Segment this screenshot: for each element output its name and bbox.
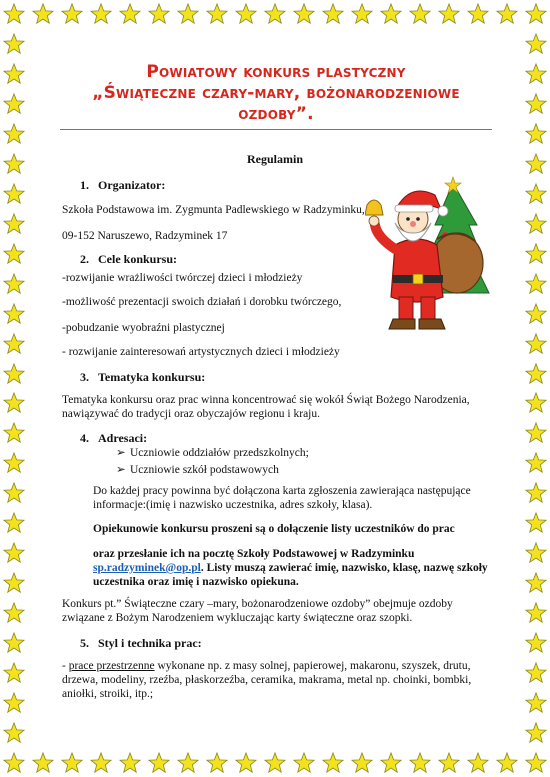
border-star-icon — [3, 692, 25, 714]
addressee-item: ➢ Uczniowie oddziałów przedszkolnych; — [116, 447, 309, 459]
border-star-icon — [177, 752, 199, 774]
border-star-icon — [293, 3, 315, 25]
border-star-icon — [3, 572, 25, 594]
border-star-icon — [32, 752, 54, 774]
theme-line-2: nawiązywać do tradycji oraz obyczajów regionu i kraju. — [62, 408, 321, 420]
border-star-icon — [264, 3, 286, 25]
organizer-line-2: 09-152 Naruszewo, Radzyminek 17 — [62, 230, 228, 242]
border-star-icon — [525, 123, 547, 145]
border-star-icon — [3, 392, 25, 414]
border-star-icon — [3, 213, 25, 235]
border-star-icon — [467, 3, 489, 25]
border-star-icon — [3, 632, 25, 654]
goal-item: -pobudzanie wyobraźni plastycznej — [62, 322, 225, 334]
border-star-icon — [525, 273, 547, 295]
border-star-icon — [148, 3, 170, 25]
border-star-icon — [525, 93, 547, 115]
document-page — [60, 62, 492, 130]
goal-item: -możliwość prezentacji swoich działań i dorobku twórczego, — [62, 296, 342, 308]
border-star-icon — [206, 3, 228, 25]
santa-illustration — [365, 175, 495, 340]
guardians-line-3: sp.radzyminek@op.pl. Listy muszą zawierać imię, nazwisko, klasę, nazwę szkoły — [93, 562, 488, 574]
guardians-line-4: uczestnika oraz imię i nazwisko opiekuna. — [93, 576, 299, 588]
border-star-icon — [293, 752, 315, 774]
title-line-2: „Świąteczne czary-mary, bożonarodzeniowe — [92, 83, 460, 103]
border-star-icon — [3, 273, 25, 295]
border-star-icon — [525, 692, 547, 714]
organizer-line-1: Szkoła Podstawowa im. Zygmunta Padlewskiego w Radzyminku, — [62, 204, 365, 216]
border-star-icon — [525, 63, 547, 85]
border-star-icon — [525, 392, 547, 414]
border-star-icon — [525, 243, 547, 265]
border-star-icon — [525, 452, 547, 474]
border-star-icon — [61, 752, 83, 774]
border-star-icon — [264, 752, 286, 774]
border-star-icon — [3, 93, 25, 115]
border-star-icon — [90, 3, 112, 25]
border-star-icon — [32, 3, 54, 25]
border-star-icon — [3, 243, 25, 265]
goal-item: - rozwijanie zainteresowań artystycznych dzieci i młodzieży — [62, 346, 340, 358]
section-1-heading: 1. Organizator: — [80, 178, 166, 192]
border-star-icon — [496, 3, 518, 25]
title-divider — [60, 129, 492, 130]
border-star-icon — [380, 3, 402, 25]
border-star-icon — [525, 213, 547, 235]
border-star-icon — [3, 752, 25, 774]
border-star-icon — [525, 572, 547, 594]
form-info-line-2: informacje:(imię i nazwisko uczestnika, adres szkoły, klasa). — [93, 499, 373, 511]
guardians-line-1: Opiekunowie konkursu proszeni są o dołączenie listy uczestników do prac — [93, 523, 455, 535]
border-star-icon — [3, 542, 25, 564]
border-star-icon — [525, 303, 547, 325]
border-star-icon — [525, 422, 547, 444]
border-star-icon — [3, 33, 25, 55]
border-star-icon — [409, 3, 431, 25]
border-star-icon — [525, 512, 547, 534]
border-star-icon — [322, 752, 344, 774]
title-line-1: Powiatowy konkurs plastyczny — [146, 62, 406, 82]
section-4-heading: 4. Adresaci: — [80, 431, 148, 445]
technique-line-2: drzewa, modeliny, rzeźba, płaskorzeźba, ceramika, makrama, metal np. choinki, bombki, — [62, 674, 472, 686]
goal-item: -rozwijanie wrażliwości twórczej dzieci i młodzieży — [62, 272, 303, 284]
border-star-icon — [525, 722, 547, 744]
border-star-icon — [525, 3, 547, 25]
contest-scope-line-2: związane z Bożym Narodzeniem wykluczając karty świąteczne oraz szopki. — [62, 612, 413, 624]
border-star-icon — [235, 3, 257, 25]
border-star-icon — [409, 752, 431, 774]
border-star-icon — [3, 452, 25, 474]
border-star-icon — [61, 3, 83, 25]
border-star-icon — [235, 752, 257, 774]
guardians-line-2: oraz przesłanie ich na pocztę Szkoły Podstawowej w Radzyminku — [93, 548, 415, 560]
border-star-icon — [525, 542, 547, 564]
border-star-icon — [525, 183, 547, 205]
border-star-icon — [3, 512, 25, 534]
border-star-icon — [525, 662, 547, 684]
title-line-3: ozdoby”. — [238, 104, 314, 124]
border-star-icon — [3, 662, 25, 684]
border-star-icon — [525, 602, 547, 624]
border-star-icon — [3, 63, 25, 85]
border-star-icon — [351, 3, 373, 25]
border-star-icon — [3, 123, 25, 145]
border-star-icon — [496, 752, 518, 774]
border-star-icon — [119, 752, 141, 774]
border-star-icon — [3, 722, 25, 744]
border-star-icon — [90, 752, 112, 774]
addressee-item: ➢ Uczniowie szkół podstawowych — [116, 464, 279, 476]
arrow-bullet-icon: ➢ — [116, 464, 126, 476]
border-star-icon — [3, 303, 25, 325]
border-star-icon — [3, 333, 25, 355]
technique-line-3: aniołki, stroiki, itp.; — [62, 688, 154, 700]
technique-line-1: - prace przestrzenne wykonane np. z masy solnej, papierowej, makaronu, szyszek, drutu, — [62, 660, 471, 672]
section-5-heading: 5. Styl i technika prac: — [80, 636, 202, 650]
border-star-icon — [3, 422, 25, 444]
border-star-icon — [525, 482, 547, 504]
border-star-icon — [3, 183, 25, 205]
border-star-icon — [525, 632, 547, 654]
form-info-line-1: Do każdej pracy powinna być dołączona karta zgłoszenia zawierająca następujące — [93, 485, 471, 497]
border-star-icon — [206, 752, 228, 774]
border-star-icon — [525, 333, 547, 355]
border-star-icon — [380, 752, 402, 774]
border-star-icon — [525, 363, 547, 385]
border-star-icon — [3, 602, 25, 624]
regulamin-heading: Regulamin — [246, 152, 303, 166]
border-star-icon — [177, 3, 199, 25]
border-star-icon — [438, 3, 460, 25]
border-star-icon — [3, 363, 25, 385]
border-star-icon — [322, 3, 344, 25]
border-star-icon — [351, 752, 373, 774]
border-star-icon — [3, 482, 25, 504]
border-star-icon — [525, 33, 547, 55]
border-star-icon — [119, 3, 141, 25]
border-star-icon — [525, 752, 547, 774]
border-star-icon — [438, 752, 460, 774]
theme-line-1: Tematyka konkursu oraz prac winna koncentrować się wokół Świąt Bożego Narodzenia, — [62, 394, 470, 406]
section-2-heading: 2. Cele konkursu: — [80, 252, 178, 266]
border-star-icon — [148, 752, 170, 774]
arrow-bullet-icon: ➢ — [116, 447, 126, 459]
contest-scope-line-1: Konkurs pt.” Świąteczne czary –mary, bożonarodzeniowe ozdoby” obejmuje ozdoby — [62, 598, 453, 610]
section-3-heading: 3. Tematyka konkursu: — [80, 370, 206, 384]
email-link[interactable]: sp.radzyminek@op.pl — [93, 562, 201, 574]
border-star-icon — [3, 3, 25, 25]
border-star-icon — [467, 752, 489, 774]
